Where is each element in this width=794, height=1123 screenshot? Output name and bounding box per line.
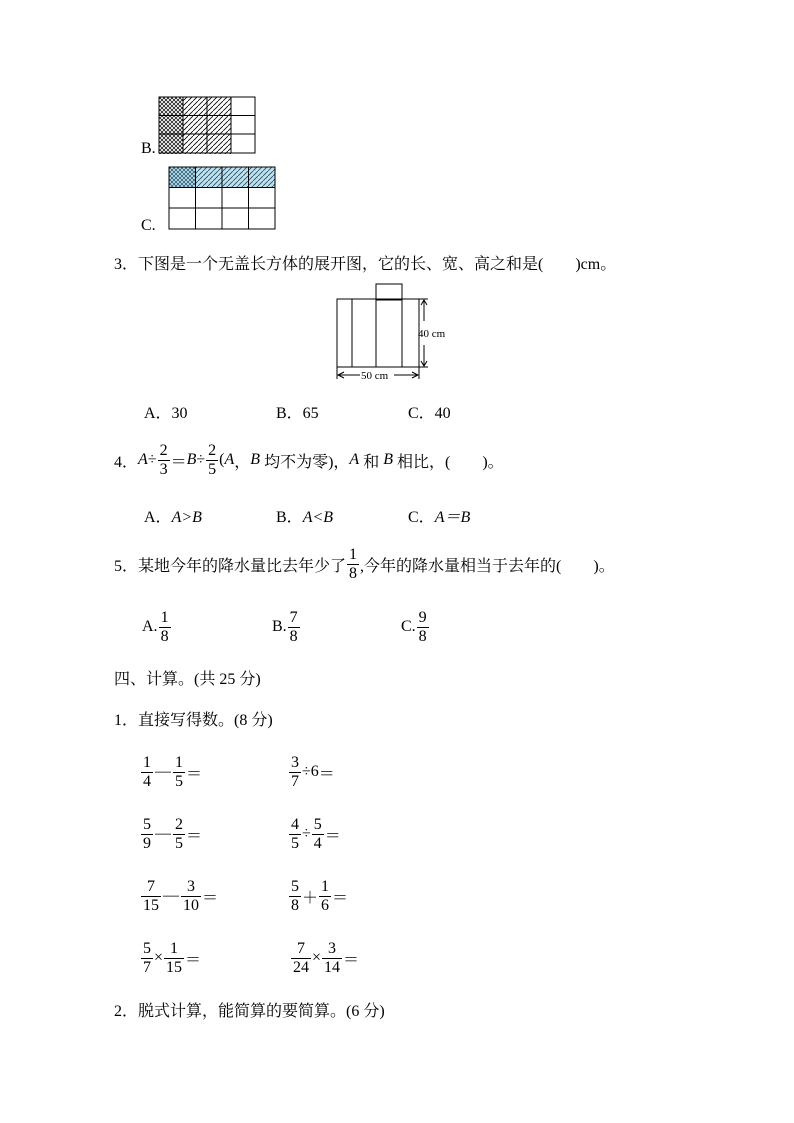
- div-sign: ÷: [147, 451, 157, 468]
- height-label: 40 cm: [418, 328, 446, 340]
- part-1-heading: 1．直接写得数。(8 分): [114, 712, 273, 729]
- question-stem-b: ,今年的降水量相当于去年的( )。: [360, 557, 615, 575]
- cond-var-a: A: [224, 451, 235, 468]
- compare-var-a: A: [349, 451, 360, 468]
- section-4-title: 四、计算。(共 25 分): [114, 671, 261, 688]
- option-c-label: C.: [141, 217, 156, 234]
- q4-option-a: A．A>B: [144, 509, 202, 526]
- compare-var-b: B: [383, 451, 393, 468]
- div-sign: ÷: [196, 451, 206, 468]
- calc-item: $\frac{4}{5}$ ÷ $\frac{5}{4}$ ＝: [291, 815, 341, 852]
- option-b-label: B.: [141, 140, 156, 157]
- compare-and: 和: [359, 453, 384, 471]
- var-b: B: [186, 451, 197, 468]
- question-4: [114, 438, 504, 482]
- width-label: 50 cm: [361, 370, 389, 382]
- equals-sign: ＝: [170, 453, 187, 471]
- q3-option-b: B．65: [276, 405, 319, 422]
- calc-item: $\frac{7}{24}$ × $\frac{3}{14}$ ＝: [293, 939, 360, 976]
- fraction-2-3: $\frac{2}{3}$: [159, 441, 168, 478]
- q3-option-a: A．30: [144, 405, 188, 422]
- calc-item: $\frac{1}{4}$ — $\frac{1}{5}$ ＝: [143, 753, 203, 790]
- q4-option-b: B．A<B: [276, 509, 334, 526]
- part-2-heading: 2．脱式计算，能简算的要简算。(6 分): [114, 1003, 385, 1020]
- fraction-1-8: $\frac{1}{8}$: [349, 545, 358, 582]
- question-number: 4．: [114, 453, 139, 471]
- calc-item: $\frac{5}{9}$ — $\frac{2}{5}$ ＝: [143, 815, 203, 852]
- fraction-2-5: $\frac{2}{5}$: [208, 441, 217, 478]
- q3-option-c: C．40: [408, 405, 451, 422]
- question-number: 5．: [114, 557, 139, 575]
- calc-item: $\frac{3}{7}$ ÷6 ＝: [291, 753, 335, 790]
- q5-option-b: B. $\frac{7}{8}$: [272, 608, 298, 645]
- cond-separator: ，: [234, 453, 251, 471]
- calc-item: $\frac{5}{7}$ × $\frac{1}{15}$ ＝: [143, 939, 202, 976]
- question-stem-a: 某地今年的降水量比去年少了: [138, 557, 347, 575]
- cond-var-b: B: [250, 451, 261, 468]
- var-a: A: [138, 451, 148, 468]
- calc-item: $\frac{5}{8}$ ＋ $\frac{1}{6}$ ＝: [291, 877, 349, 914]
- condition-text: 均不为零)，: [260, 453, 350, 471]
- q5-option-a: A. $\frac{1}{8}$: [142, 608, 169, 645]
- question-3: [114, 255, 616, 275]
- question-number: 3．: [114, 256, 139, 273]
- paren-open: (: [219, 451, 225, 468]
- q4-option-c: C．A＝B: [408, 509, 471, 526]
- question-stem: 下图是一个无盖长方体的展开图，它的长、宽、高之和是( )cm。: [138, 256, 617, 273]
- compare-text: 相比，( )。: [392, 453, 504, 471]
- calc-item: $\frac{7}{15}$ — $\frac{3}{10}$ ＝: [143, 877, 219, 914]
- option-b-grid-figure: [158, 96, 256, 154]
- question-5: [114, 542, 615, 586]
- option-c-grid-figure: [168, 166, 276, 230]
- box-net-figure: [332, 283, 462, 383]
- q5-option-c: C. $\frac{9}{8}$: [401, 608, 427, 645]
